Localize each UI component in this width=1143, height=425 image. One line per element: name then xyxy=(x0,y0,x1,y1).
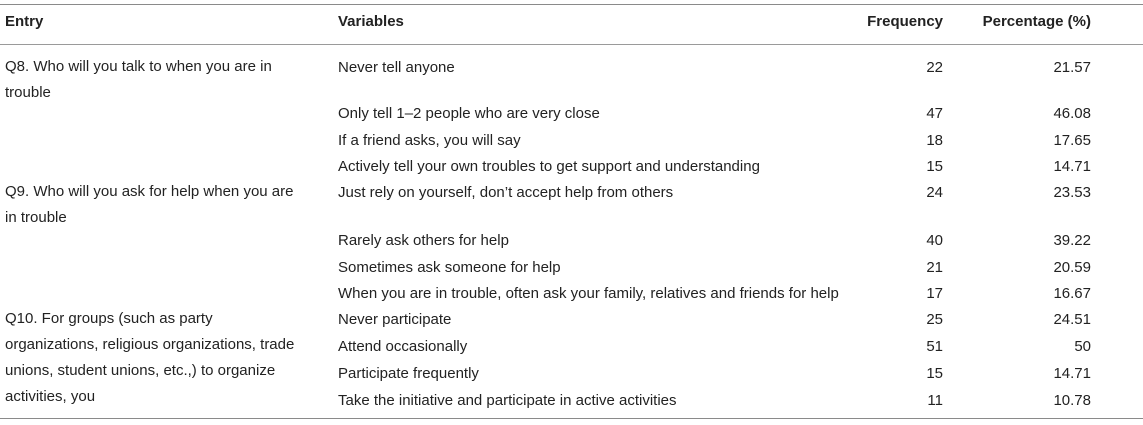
percentage-cell: 20.59 xyxy=(1053,259,1091,276)
variable-cell: Rarely ask others for help xyxy=(338,232,509,249)
percentage-cell: 39.22 xyxy=(1053,232,1091,249)
table-header-rule xyxy=(0,44,1143,45)
entry-q10: Q10. For groups (such as party organizations, religious organizations, trade unions, student unions, etc.,) to organize activities, you xyxy=(5,310,295,405)
frequency-cell: 47 xyxy=(926,105,943,122)
variable-cell: Never participate xyxy=(338,311,452,328)
frequency-cell: 11 xyxy=(927,392,943,409)
percentage-cell: 50 xyxy=(1074,338,1091,355)
frequency-cell: 15 xyxy=(926,365,943,382)
variable-cell: Just rely on yourself, don’t accept help from others xyxy=(338,184,674,201)
percentage-cell: 10.78 xyxy=(1053,392,1091,409)
frequency-cell: 17 xyxy=(926,285,943,302)
percentage-cell: 17.65 xyxy=(1053,132,1091,149)
frequency-cell: 22 xyxy=(926,59,943,76)
percentage-cell: 23.53 xyxy=(1053,184,1091,201)
header-variables: Variables xyxy=(338,13,404,30)
frequency-cell: 40 xyxy=(926,232,943,249)
header-entry: Entry xyxy=(5,13,44,30)
variable-cell: Actively tell your own troubles to get support and understanding xyxy=(338,158,760,175)
percentage-cell: 24.51 xyxy=(1053,311,1091,328)
frequency-cell: 21 xyxy=(926,259,943,276)
frequency-cell: 51 xyxy=(926,338,943,355)
table-bottom-rule xyxy=(0,418,1143,419)
variable-cell: Sometimes ask someone for help xyxy=(338,259,561,276)
frequency-cell: 24 xyxy=(926,184,943,201)
variable-cell: If a friend asks, you will say xyxy=(338,132,521,149)
frequency-cell: 18 xyxy=(926,132,943,149)
frequency-cell: 15 xyxy=(926,158,943,175)
variable-cell: Never tell anyone xyxy=(338,59,455,76)
entry-q9: Q9. Who will you ask for help when you are in trouble xyxy=(5,183,294,226)
frequency-cell: 25 xyxy=(926,311,943,328)
header-frequency: Frequency xyxy=(867,13,943,30)
percentage-cell: 21.57 xyxy=(1053,59,1091,76)
percentage-cell: 46.08 xyxy=(1053,105,1091,122)
percentage-cell: 16.67 xyxy=(1053,285,1091,302)
header-percentage: Percentage (%) xyxy=(982,13,1091,30)
percentage-cell: 14.71 xyxy=(1053,365,1091,382)
percentage-cell: 14.71 xyxy=(1053,158,1091,175)
variable-cell: When you are in trouble, often ask your family, relatives and friends for help xyxy=(338,285,839,302)
variable-cell: Take the initiative and participate in active activities xyxy=(338,392,677,409)
variable-cell: Participate frequently xyxy=(338,365,479,382)
variable-cell: Attend occasionally xyxy=(338,338,468,355)
entry-q8: Q8. Who will you talk to when you are in trouble xyxy=(5,58,272,101)
variable-cell: Only tell 1–2 people who are very close xyxy=(338,105,600,122)
